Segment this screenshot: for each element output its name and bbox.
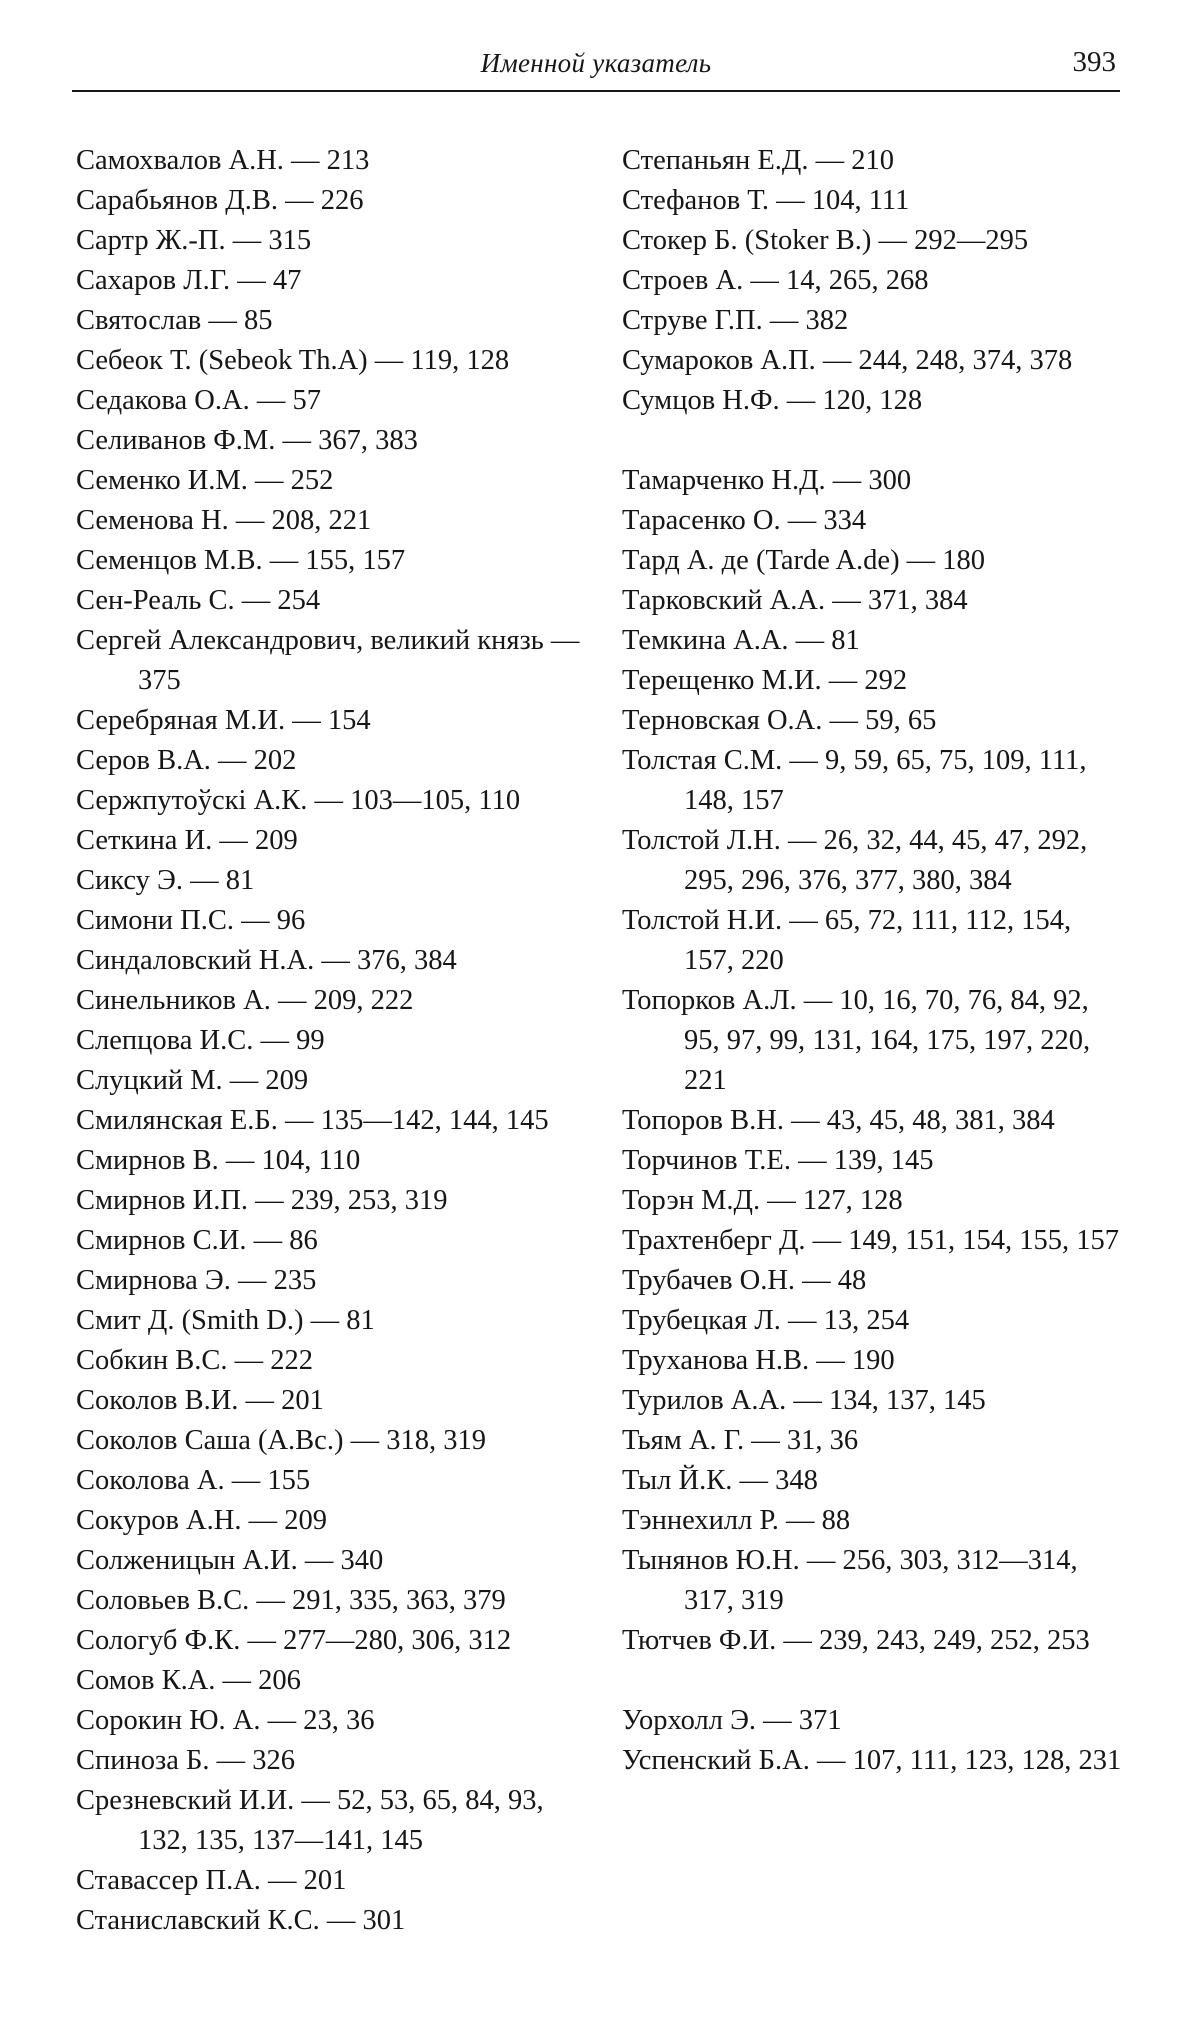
index-entry: Топорков А.Л. — 10, 16, 70, 76, 84, 92, 95, 97, 99, 131, 164, 175, 197, 220, 221 xyxy=(622,985,1091,1096)
index-entry: Тэннехилл Р. — 88 xyxy=(622,1505,851,1536)
index-entry: Солженицын А.И. — 340 xyxy=(76,1545,384,1576)
index-entry: Торчинов Т.Е. — 139, 145 xyxy=(622,1145,934,1176)
index-group-u xyxy=(622,1701,1122,1781)
index-entry: Симони П.С. — 96 xyxy=(76,905,306,936)
index-entry: Струве Г.П. — 382 xyxy=(622,305,849,336)
index-group-s xyxy=(622,141,1122,421)
index-entry: Тарковский А.А. — 371, 384 xyxy=(622,585,968,616)
index-entry: Степаньян Е.Д. — 210 xyxy=(622,145,894,176)
index-entry: Слепцова И.С. — 99 xyxy=(76,1025,325,1056)
index-entry: Сологуб Ф.К. — 277—280, 306, 312 xyxy=(76,1625,512,1656)
index-entry: Смит Д. (Smith D.) — 81 xyxy=(76,1305,375,1336)
letter-group-spacer xyxy=(622,421,1122,461)
index-entry: Строев А. — 14, 265, 268 xyxy=(622,265,929,296)
index-entry: Спиноза Б. — 326 xyxy=(76,1745,296,1776)
index-entry: Тыл Й.К. — 348 xyxy=(622,1465,818,1496)
index-entry: Соколов В.И. — 201 xyxy=(76,1385,324,1416)
index-entry: Сокуров А.Н. — 209 xyxy=(76,1505,327,1536)
index-entry: Ставассер П.А. — 201 xyxy=(76,1865,347,1896)
index-entry: Синельников А. — 209, 222 xyxy=(76,985,414,1016)
index-entry: Топоров В.Н. — 43, 45, 48, 381, 384 xyxy=(622,1105,1055,1136)
index-entry: Себеок Т. (Sebeok Th.A) — 119, 128 xyxy=(76,345,510,376)
index-entry: Тьям А. Г. — 31, 36 xyxy=(622,1425,859,1456)
index-entry: Тынянов Ю.Н. — 256, 303, 312—314, 317, 319 xyxy=(622,1545,1078,1616)
index-entry: Соколов Саша (А.Вс.) — 318, 319 xyxy=(76,1425,486,1456)
index-entry: Седакова О.А. — 57 xyxy=(76,385,321,416)
index-entry: Торэн М.Д. — 127, 128 xyxy=(622,1185,903,1216)
index-entry: Святослав — 85 xyxy=(76,305,273,336)
index-entry: Семенко И.М. — 252 xyxy=(76,465,334,496)
index-entry: Сиксу Э. — 81 xyxy=(76,865,255,896)
index-entry: Соколова А. — 155 xyxy=(76,1465,311,1496)
index-entry: Трубачев О.Н. — 48 xyxy=(622,1265,867,1296)
index-entry: Смирнова Э. — 235 xyxy=(76,1265,317,1296)
index-entry: Сеткина И. — 209 xyxy=(76,825,298,856)
index-entry: Слуцкий М. — 209 xyxy=(76,1065,309,1096)
index-entry: Соловьев В.С. — 291, 335, 363, 379 xyxy=(76,1585,506,1616)
index-entry: Сорокин Ю. А. — 23, 36 xyxy=(76,1705,375,1736)
index-entry: Сумароков А.П. — 244, 248, 374, 378 xyxy=(622,345,1073,376)
letter-group-spacer xyxy=(622,1661,1122,1701)
index-entry: Сарабьянов Д.В. — 226 xyxy=(76,185,364,216)
index-entry: Станиславский К.С. — 301 xyxy=(76,1905,406,1936)
running-title: Именной указатель xyxy=(480,48,712,78)
index-entry: Синдаловский Н.А. — 376, 384 xyxy=(76,945,457,976)
index-entry: Серебряная М.И. — 154 xyxy=(76,705,371,736)
index-entry: Смирнов С.И. — 86 xyxy=(76,1225,318,1256)
index-group-t xyxy=(622,461,1122,1661)
index-entry: Семенцов М.В. — 155, 157 xyxy=(76,545,406,576)
index-entry: Стокер Б. (Stoker B.) — 292—295 xyxy=(622,225,1029,256)
index-entry: Успенский Б.А. — 107, 111, 123, 128, 231 xyxy=(622,1745,1122,1776)
index-entry: Толстой Н.И. — 65, 72, 111, 112, 154, 157, 220 xyxy=(622,905,1072,976)
index-entry: Тютчев Ф.И. — 239, 243, 249, 252, 253 xyxy=(622,1625,1090,1656)
index-entry: Сартр Ж.-П. — 315 xyxy=(76,225,312,256)
running-header xyxy=(72,44,1120,92)
index-entry: Тамарченко Н.Д. — 300 xyxy=(622,465,912,496)
index-entry: Терновская О.А. — 59, 65 xyxy=(622,705,937,736)
index-entry: Срезневский И.И. — 52, 53, 65, 84, 93, 132, 135, 137—141, 145 xyxy=(76,1785,544,1856)
index-column-left xyxy=(76,141,586,1941)
index-column-right xyxy=(622,141,1122,1781)
index-entry: Трахтенберг Д. — 149, 151, 154, 155, 157 xyxy=(622,1225,1120,1256)
index-entry: Турилов А.А. — 134, 137, 145 xyxy=(622,1385,986,1416)
index-entry: Самохвалов А.Н. — 213 xyxy=(76,145,370,176)
index-entry: Толстая С.М. — 9, 59, 65, 75, 109, 111, 148, 157 xyxy=(622,745,1087,816)
page-number: 393 xyxy=(1072,46,1116,78)
index-entry: Трубецкая Л. — 13, 254 xyxy=(622,1305,910,1336)
index-entry: Сен-Реаль С. — 254 xyxy=(76,585,321,616)
index-entry: Сумцов Н.Ф. — 120, 128 xyxy=(622,385,923,416)
index-entry: Серов В.А. — 202 xyxy=(76,745,297,776)
index-entry: Толстой Л.Н. — 26, 32, 44, 45, 47, 292, 295, 296, 376, 377, 380, 384 xyxy=(622,825,1088,896)
index-entry: Тард А. де (Tarde A.de) — 180 xyxy=(622,545,986,576)
index-entry: Темкина А.А. — 81 xyxy=(622,625,860,656)
index-entry: Смирнов И.П. — 239, 253, 319 xyxy=(76,1185,448,1216)
index-entry: Сергей Александрович, великий князь — 375 xyxy=(76,625,580,696)
index-entry: Сомов К.А. — 206 xyxy=(76,1665,301,1696)
index-entry: Стефанов Т. — 104, 111 xyxy=(622,185,910,216)
index-entry: Селиванов Ф.М. — 367, 383 xyxy=(76,425,418,456)
index-entry: Сержпутоўскі А.К. — 103—105, 110 xyxy=(76,785,521,816)
index-entry: Смирнов В. — 104, 110 xyxy=(76,1145,361,1176)
index-entry: Семенова Н. — 208, 221 xyxy=(76,505,372,536)
index-entry: Смилянская Е.Б. — 135—142, 144, 145 xyxy=(76,1105,549,1136)
index-entry: Труханова Н.В. — 190 xyxy=(622,1345,895,1376)
index-entry: Тарасенко О. — 334 xyxy=(622,505,867,536)
index-entry: Сахаров Л.Г. — 47 xyxy=(76,265,302,296)
index-entry: Собкин В.С. — 222 xyxy=(76,1345,314,1376)
index-entry: Терещенко М.И. — 292 xyxy=(622,665,908,696)
index-entry: Уорхолл Э. — 371 xyxy=(622,1705,842,1736)
